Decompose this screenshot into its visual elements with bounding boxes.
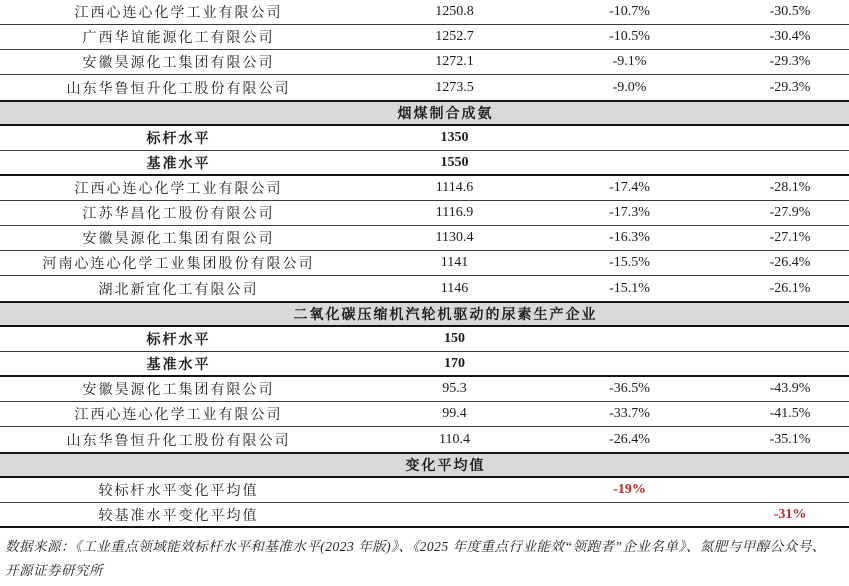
table-row [0,176,849,201]
company-name: 山东华鲁恒升化工股份有限公司 [66,81,291,97]
data-source-note [0,535,849,583]
company-name: 安徽昊源化工集团有限公司 [82,56,275,71]
baseline-row [0,352,849,377]
average-vs-benchmark-row [0,478,849,503]
pct-vs-benchmark: -9.1% [612,54,647,69]
benchmark-row [0,126,849,151]
energy-value: 1130.4 [435,230,474,245]
company-name: 山东华鲁恒升化工股份有限公司 [66,433,291,449]
company-name: 湖北新宜化工有限公司 [98,282,259,298]
pct-vs-benchmark: -10.5% [609,29,650,44]
pct-vs-baseline: -30.4% [769,29,811,44]
pct-vs-baseline: -29.3% [769,54,811,69]
table-row [0,276,849,301]
company-name: 江西心连心化学工业有限公司 [74,408,283,423]
table-row [0,75,849,100]
pct-vs-baseline: -28.1% [769,180,811,195]
energy-value: 1141 [440,255,469,270]
pct-vs-benchmark: -17.3% [609,205,650,220]
baseline-label: 基准水平 [146,357,211,373]
energy-value: 1273.5 [435,79,474,95]
baseline-label: 基准水平 [146,156,211,172]
section-title: 变化平均值 [405,459,486,474]
average-label: 较标杆水平变化平均值 [98,484,259,499]
average-label: 较基准水平变化平均值 [98,508,259,524]
company-name: 安徽昊源化工集团有限公司 [82,383,275,398]
pct-vs-benchmark: -26.4% [609,431,650,447]
benchmark-value: 1350 [440,130,469,145]
company-name: 安徽昊源化工集团有限公司 [82,232,275,247]
pct-vs-benchmark: -33.7% [609,406,650,421]
average-pct-vs-baseline: -31% [773,506,807,522]
pct-vs-benchmark: -16.3% [609,230,650,245]
pct-vs-benchmark: -17.4% [609,180,650,195]
table-row [0,427,849,452]
energy-value: 1250.8 [435,4,474,19]
section-header-average-change [0,452,849,478]
pct-vs-benchmark: -10.7% [609,4,650,19]
pct-vs-baseline: -35.1% [769,431,811,447]
pct-vs-baseline: -29.3% [769,79,811,95]
baseline-value: 170 [444,355,465,371]
section-header-urea [0,301,849,327]
table-row [0,251,849,276]
table-row [0,25,849,50]
baseline-value: 1550 [440,154,469,170]
pct-vs-baseline: -26.4% [769,255,811,270]
pct-vs-benchmark: -36.5% [609,381,650,396]
section-title: 二氧化碳压缩机汽轮机驱动的尿素生产企业 [293,308,598,323]
benchmark-label: 标杆水平 [146,333,211,348]
table-row [0,377,849,402]
pct-vs-baseline: -41.5% [769,406,811,421]
energy-value: 1116.9 [435,205,474,220]
benchmark-value: 150 [444,331,465,346]
pct-vs-baseline: -26.1% [769,280,811,296]
energy-value: 1146 [440,280,469,296]
pct-vs-baseline: -43.9% [769,381,811,396]
table-row [0,226,849,251]
company-name: 江苏华昌化工股份有限公司 [82,207,275,222]
section-header-coal-ammonia [0,100,849,126]
average-vs-baseline-row [0,503,849,528]
table-row [0,0,849,25]
energy-value: 110.4 [439,431,470,447]
benchmark-label: 标杆水平 [146,132,211,147]
energy-value: 1114.6 [435,180,474,195]
pct-vs-baseline: -30.5% [769,4,811,19]
energy-value: 1252.7 [435,29,474,44]
data-source-line2: 开源证券研究所 [5,563,103,578]
benchmark-row [0,327,849,352]
company-name: 江西心连心化学工业有限公司 [74,6,283,21]
pct-vs-benchmark: -15.5% [609,255,650,270]
company-name: 江西心连心化学工业有限公司 [74,182,283,197]
average-pct-vs-benchmark: -19% [613,482,646,497]
energy-value: 1272.1 [435,54,474,69]
baseline-row [0,151,849,176]
data-source-line1: 数据来源：《工业重点领域能效标杆水平和基准水平(2023 年版)》、《2025 年度重点行业能效“领跑者”企业名单》、氮肥与甲醇公众号、 [5,539,826,554]
section-title: 烟煤制合成氨 [397,107,494,122]
pct-vs-benchmark: -9.0% [612,79,647,95]
table-row [0,50,849,75]
company-name: 河南心连心化学工业集团股份有限公司 [42,257,315,272]
energy-value: 95.3 [442,381,467,396]
table-row [0,402,849,427]
pct-vs-baseline: -27.1% [769,230,811,245]
energy-value: 99.4 [442,406,467,421]
pct-vs-benchmark: -15.1% [609,280,650,296]
company-name: 广西华谊能源化工有限公司 [82,31,275,46]
pct-vs-baseline: -27.9% [769,205,811,220]
table-row [0,201,849,226]
